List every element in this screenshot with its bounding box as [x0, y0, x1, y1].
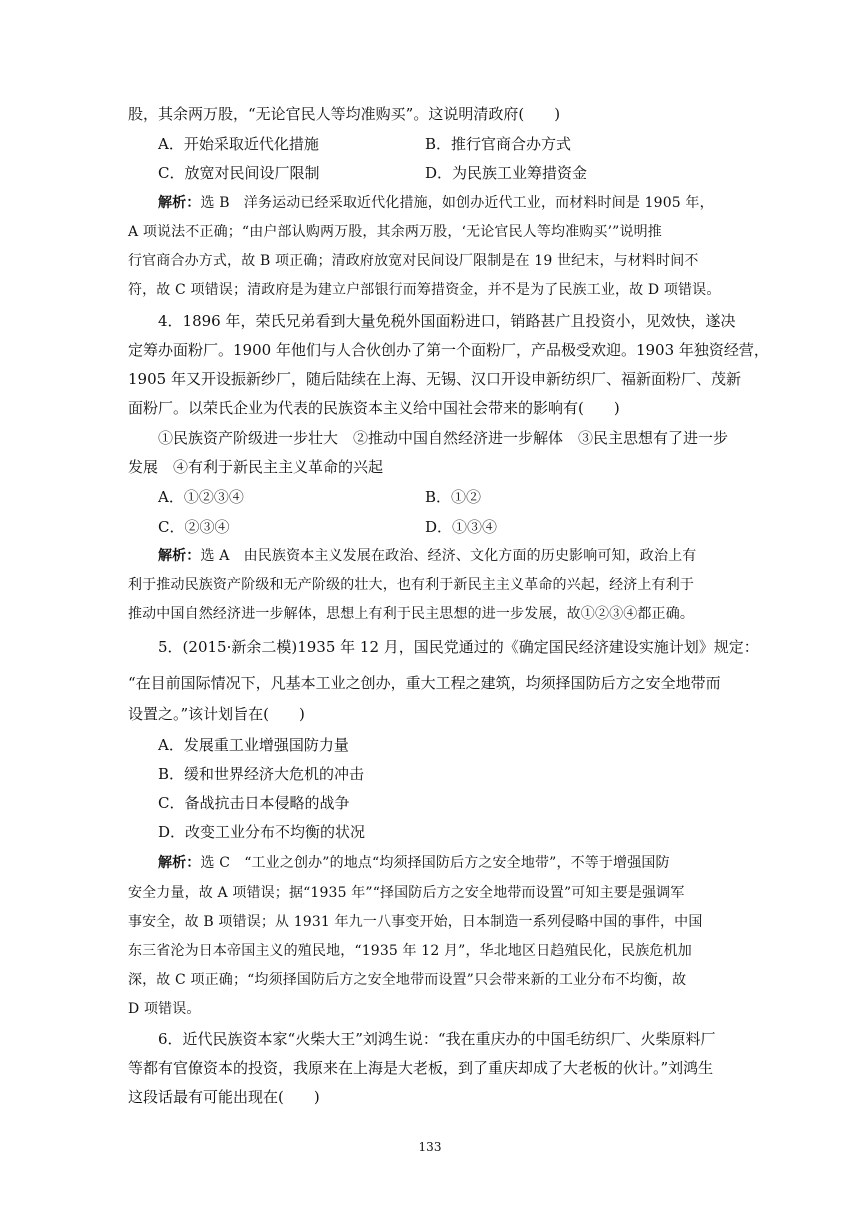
- q3-option-b[interactable]: B．推行官商合办方式: [425, 135, 572, 153]
- q4-items-line-2: 发展 ④有利于新民主主义革命的兴起: [128, 458, 384, 476]
- q3-option-d[interactable]: D．为民族工业筹措资金: [425, 164, 588, 182]
- q4-stem-line-4: 面粉厂。以荣氏企业为代表的民族资本主义给中国社会带来的影响有( ): [128, 399, 620, 417]
- q4-stem-line-3: 1905 年又开设振新纱厂，随后陆续在上海、无锡、汉口开设申新纺织厂、福新面粉厂、茂新: [128, 370, 741, 388]
- analysis-label: 解析：: [158, 548, 201, 564]
- q3-option-a[interactable]: A．开始采取近代化措施: [158, 135, 319, 153]
- q5-analysis-line-4: 东三省沦为日本帝国主义的殖民地，“1935 年 12 月”，华北地区日趋殖民化，民族危机加: [128, 943, 692, 959]
- q4-analysis-line-3: 推动中国自然经济进一步解体，思想上有利于民主思想的进一步发展，故①②③④都正确。: [128, 606, 694, 622]
- page-number: 133: [418, 1140, 442, 1154]
- q4-option-c[interactable]: C．②③④: [158, 518, 230, 536]
- q3-analysis-line-4: 符，故 C 项错误；清政府是为建立户部银行而筹措资金，并不是为了民族工业，故 D 项错误。: [128, 282, 721, 298]
- q5-analysis-line-1: 解析：选 C “工业之创办”的地点“均须择国防后方之安全地带”，不等于增强国防: [158, 855, 670, 871]
- q5-option-b[interactable]: B．缓和世界经济大危机的冲击: [158, 765, 365, 783]
- q6-stem-line-3: 这段话最有可能出现在( ): [128, 1088, 320, 1106]
- q6-stem-line-1: 6．近代民族资本家“火柴大王”刘鸿生说：“我在重庆办的中国毛纺织厂、火柴原料厂: [158, 1030, 716, 1048]
- q4-option-b[interactable]: B．①②: [425, 488, 482, 506]
- q4-analysis-line-1: 解析：选 A 由民族资本主义发展在政治、经济、文化方面的历史影响可知，政治上有: [158, 548, 697, 564]
- q5-analysis-line-2: 安全力量，故 A 项错误；据“1935 年”“择国防后方之安全地带而设置”可知主要是强调军: [128, 885, 685, 901]
- q5-option-d[interactable]: D．改变工业分布不均衡的状况: [158, 823, 366, 841]
- q3-analysis-line-2: A 项说法不正确；“由户部认购两万股，其余两万股，‘无论官民人等均准购买’”说明推: [128, 224, 662, 240]
- q4-items-line-1: ①民族资产阶级进一步壮大 ②推动中国自然经济进一步解体 ③民主思想有了进一步: [158, 429, 729, 447]
- q3-option-c[interactable]: C．放宽对民间设厂限制: [158, 164, 320, 182]
- analysis-label: 解析：: [158, 855, 201, 871]
- q5-analysis-line-6: D 项错误。: [128, 1001, 201, 1017]
- q5-stem-line-1: 5．(2015·新余二模)1935 年 12 月，国民党通过的《确定国民经济建设实施计划》规定：: [158, 638, 759, 656]
- q5-option-c[interactable]: C．备战抗击日本侵略的战争: [158, 794, 350, 812]
- q5-stem-line-3: 设置之。”该计划旨在( ): [128, 705, 305, 723]
- q4-stem-line-1: 4．1896 年，荣氏兄弟看到大量免税外国面粉进口，销路甚广且投资小，见效快，遂决: [158, 312, 736, 330]
- analysis-label: 解析：: [158, 195, 201, 211]
- q4-stem-line-2: 定筹办面粉厂。1900 年他们与人合伙创办了第一个面粉厂，产品极受欢迎。1903 年独资经营，: [128, 341, 769, 359]
- q5-analysis-line-3: 事安全，故 B 项错误；从 1931 年九一八事变开始，日本制造一系列侵略中国的事件，中国: [128, 914, 703, 930]
- q5-option-a[interactable]: A．发展重工业增强国防力量: [158, 736, 349, 754]
- q5-stem-line-2: “在目前国际情况下，凡基本工业之创办，重大工程之建筑，均须择国防后方之安全地带而: [128, 674, 721, 692]
- q4-option-a[interactable]: A．①②③④: [158, 488, 244, 506]
- q3-analysis-line-3: 行官商合办方式，故 B 项正确；清政府放宽对民间设厂限制是在 19 世纪末，与材料时间不: [128, 253, 699, 269]
- q4-option-d[interactable]: D．①③④: [425, 518, 498, 536]
- q4-analysis-line-2: 利于推动民族资产阶级和无产阶级的壮大，也有利于新民主主义革命的兴起，经济上有利于: [128, 577, 694, 593]
- q3-stem-tail: 股，其余两万股，“无论官民人等均准购买”。这说明清政府( ): [128, 105, 561, 123]
- q3-analysis-line-1: 解析：选 B 洋务运动已经采取近代化措施，如创办近代工业，而材料时间是 1905 年，: [158, 195, 714, 211]
- q5-analysis-line-5: 深，故 C 项正确；“均须择国防后方之安全地带而设置”只会带来新的工业分布不均衡，故: [128, 972, 687, 988]
- q6-stem-line-2: 等都有官僚资本的投资，我原来在上海是大老板，到了重庆却成了大老板的伙计。”刘鸿生: [128, 1059, 714, 1077]
